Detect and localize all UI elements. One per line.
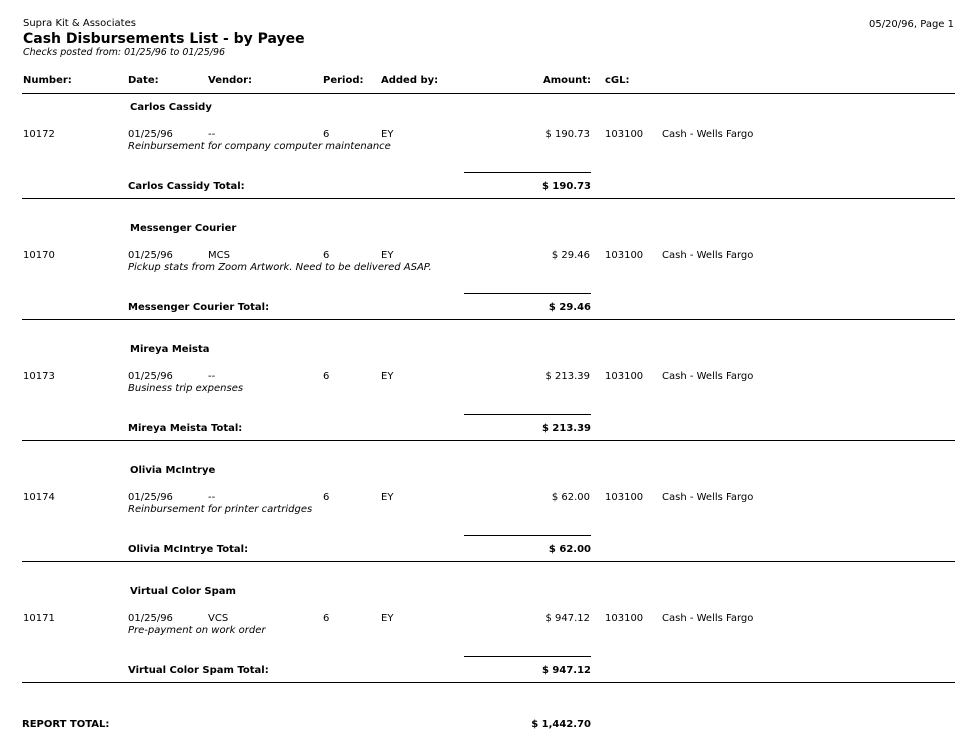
added-by-value: EY (381, 129, 394, 140)
check-date: 01/25/96 (128, 129, 173, 140)
column-header-number: Number: (23, 75, 72, 86)
payee-total-value: $ 213.39 (541, 423, 591, 434)
group-divider (22, 561, 955, 562)
check-date: 01/25/96 (128, 250, 173, 261)
vendor-code: -- (208, 492, 216, 503)
added-by-value: EY (381, 250, 394, 261)
column-header-amount: Amount: (542, 75, 591, 86)
memo-text: Business trip expenses (128, 383, 244, 394)
gl-account-name: Cash - Wells Fargo (662, 492, 754, 503)
payee-total-label: Mireya Meista Total: (128, 423, 243, 434)
vendor-code: -- (208, 371, 216, 382)
header-divider (22, 93, 955, 94)
amount-value: $ 947.12 (545, 613, 590, 624)
check-date: 01/25/96 (128, 371, 173, 382)
payee-name: Mireya Meista (130, 344, 210, 355)
check-date: 01/25/96 (128, 613, 173, 624)
gl-account-name: Cash - Wells Fargo (662, 250, 754, 261)
payee-total-label: Carlos Cassidy Total: (128, 181, 245, 192)
gl-code: 103100 (605, 129, 644, 140)
payee-name: Carlos Cassidy (130, 102, 212, 113)
amount-value: $ 62.00 (551, 492, 590, 503)
page-info: 05/20/96, Page 1 (868, 19, 954, 30)
report-date-range: Checks posted from: 01/25/96 to 01/25/96 (23, 47, 226, 58)
amount-value: $ 190.73 (545, 129, 590, 140)
payee-total-label: Virtual Color Spam Total: (128, 665, 269, 676)
check-number: 10172 (23, 129, 55, 140)
subtotal-rule (464, 172, 591, 173)
report-total-value: $ 1,442.70 (531, 719, 591, 730)
company-name: Supra Kit & Associates (23, 18, 136, 29)
report-title: Cash Disbursements List - by Payee (23, 31, 305, 47)
period-value: 6 (323, 492, 330, 503)
vendor-code: VCS (208, 613, 229, 624)
payee-name: Messenger Courier (130, 223, 237, 234)
group-divider (22, 319, 955, 320)
subtotal-rule (464, 656, 591, 657)
payee-total-value: $ 62.00 (548, 544, 591, 555)
memo-text: Pre-payment on work order (128, 625, 266, 636)
payee-name: Olivia McIntrye (130, 465, 216, 476)
subtotal-rule (464, 293, 591, 294)
vendor-code: -- (208, 129, 216, 140)
gl-code: 103100 (605, 371, 644, 382)
memo-text: Reinbursement for company computer maintenance (128, 141, 391, 152)
gl-code: 103100 (605, 250, 644, 261)
check-number: 10173 (23, 371, 55, 382)
payee-total-value: $ 29.46 (548, 302, 591, 313)
vendor-code: MCS (208, 250, 230, 261)
column-header-date: Date: (128, 75, 159, 86)
subtotal-rule (464, 414, 591, 415)
payee-total-label: Messenger Courier Total: (128, 302, 270, 313)
payee-total-value: $ 947.12 (541, 665, 591, 676)
gl-account-name: Cash - Wells Fargo (662, 129, 754, 140)
check-number: 10174 (23, 492, 55, 503)
column-header-added-by: Added by: (381, 75, 439, 86)
check-date: 01/25/96 (128, 492, 173, 503)
period-value: 6 (323, 613, 330, 624)
group-divider (22, 682, 955, 683)
group-divider (22, 198, 955, 199)
check-number: 10170 (23, 250, 55, 261)
check-number: 10171 (23, 613, 55, 624)
memo-text: Pickup stats from Zoom Artwork. Need to be delivered ASAP. (128, 262, 432, 273)
memo-text: Reinbursement for printer cartridges (128, 504, 313, 515)
report-total-label: REPORT TOTAL: (22, 719, 110, 730)
group-divider (22, 440, 955, 441)
added-by-value: EY (381, 613, 394, 624)
amount-value: $ 213.39 (545, 371, 590, 382)
subtotal-rule (464, 535, 591, 536)
amount-value: $ 29.46 (551, 250, 590, 261)
gl-account-name: Cash - Wells Fargo (662, 613, 754, 624)
added-by-value: EY (381, 492, 394, 503)
gl-code: 103100 (605, 492, 644, 503)
payee-total-value: $ 190.73 (541, 181, 591, 192)
added-by-value: EY (381, 371, 394, 382)
column-header-vendor: Vendor: (208, 75, 253, 86)
column-header-period: Period: (323, 75, 364, 86)
gl-code: 103100 (605, 613, 644, 624)
payee-name: Virtual Color Spam (130, 586, 236, 597)
period-value: 6 (323, 371, 330, 382)
period-value: 6 (323, 250, 330, 261)
period-value: 6 (323, 129, 330, 140)
column-header-cgl: cGL: (605, 75, 630, 86)
gl-account-name: Cash - Wells Fargo (662, 371, 754, 382)
payee-total-label: Olivia McIntrye Total: (128, 544, 249, 555)
